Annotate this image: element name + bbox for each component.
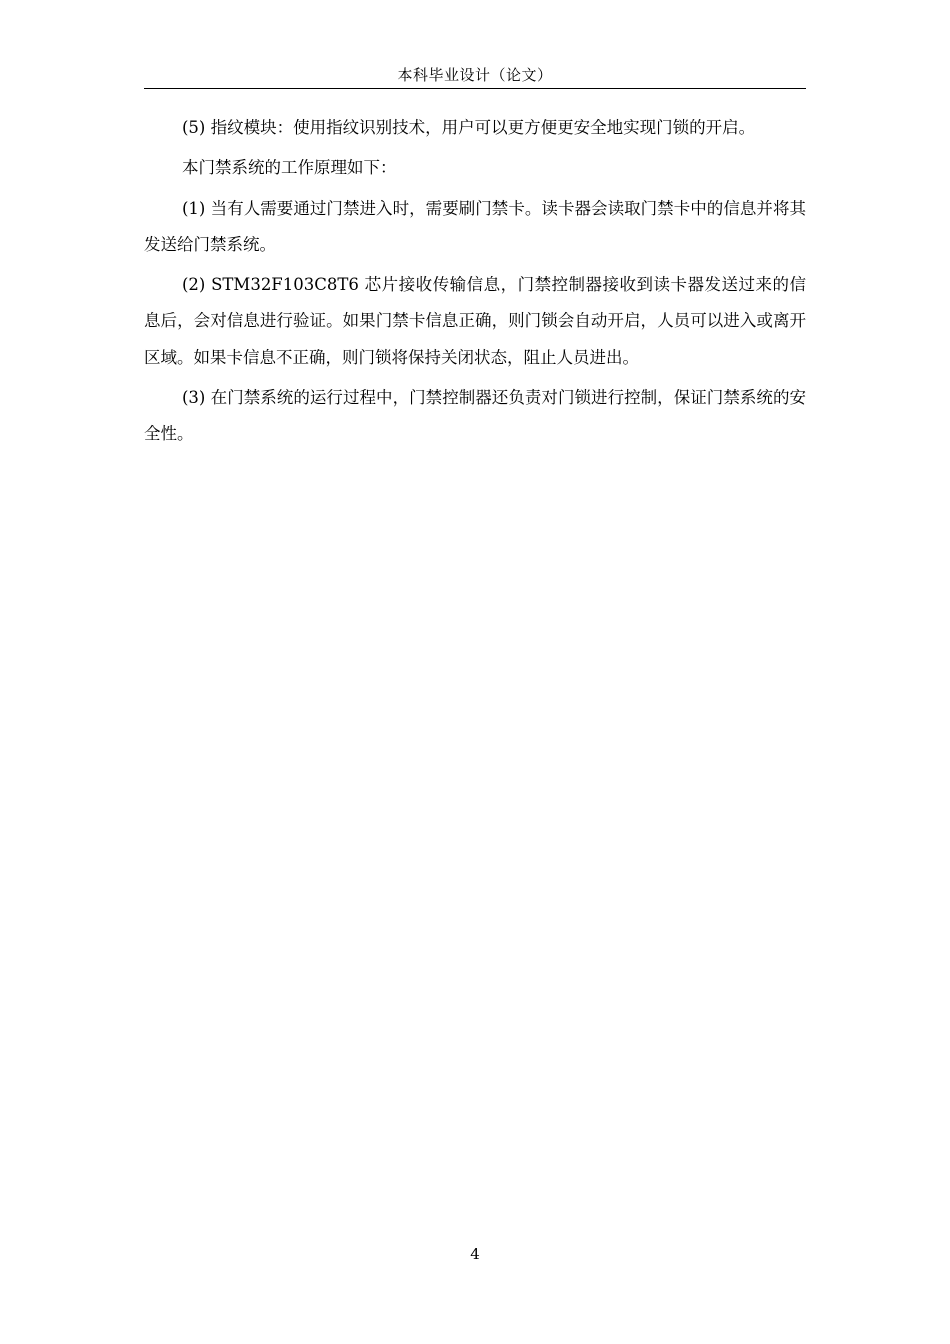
document-body [144,110,806,457]
header-divider [144,88,806,89]
page-number: 4 [470,1245,480,1263]
paragraph-working-principle-intro: 本门禁系统的工作原理如下： [182,158,397,178]
paragraph-step-1: (1) 当有人需要通过门禁进入时，需要刷门禁卡。读卡器会读取门禁卡中的信息并将其发送给门禁系统。 [144,198,806,254]
paragraph-fingerprint-module: (5) 指纹模块：使用指纹识别技术，用户可以更方便更安全地实现门锁的开启。 [182,118,756,137]
page-header: 本科毕业设计（论文） [397,66,553,84]
paragraph-step-2: (2) STM32F103C8T6 芯片接收传输信息，门禁控制器接收到读卡器发送过来的信息后，会对信息进行验证。如果门禁卡信息正确，则门锁会自动开启，人员可以进入或离开区域。如果卡信息不正确，则门锁将保持关闭状态，阻止人员进出。 [144,275,806,367]
paragraph-step-3: (3) 在门禁系统的运行过程中，门禁控制器还负责对门锁进行控制，保证门禁系统的安全性。 [144,388,806,444]
